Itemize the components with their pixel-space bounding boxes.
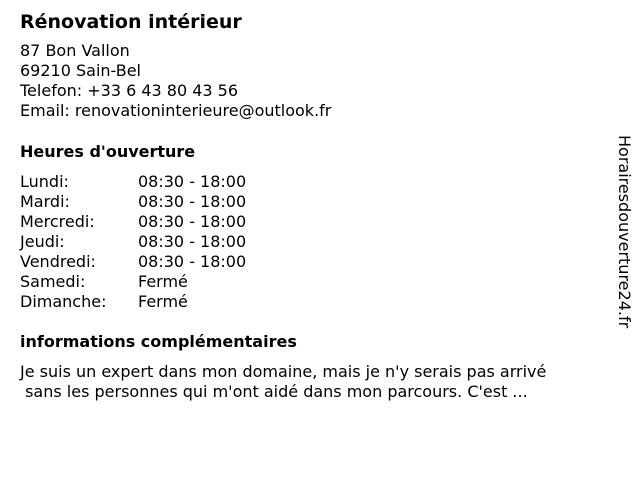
business-card: [20, 10, 610, 402]
address-city: 69210 Sain-Bel: [20, 61, 141, 80]
additional-info-line-1: Je suis un expert dans mon domaine, mais je n'y serais pas arrivé: [20, 362, 547, 381]
day-label: Samedi:: [20, 272, 86, 291]
day-label: Mardi:: [20, 192, 70, 211]
address-street: 87 Bon Vallon: [20, 41, 130, 60]
day-hours: Fermé: [138, 292, 188, 311]
business-name: Rénovation intérieur: [20, 11, 242, 33]
hours-row-saturday: [20, 272, 610, 292]
day-hours: 08:30 - 18:00: [138, 232, 247, 251]
day-label: Dimanche:: [20, 292, 107, 311]
additional-info-title: informations complémentaires: [20, 332, 297, 351]
day-hours: 08:30 - 18:00: [138, 252, 247, 271]
hours-row-friday: [20, 252, 610, 272]
day-hours: Fermé: [138, 272, 188, 291]
day-hours: 08:30 - 18:00: [138, 192, 247, 211]
day-label: Vendredi:: [20, 252, 96, 271]
hours-row-wednesday: [20, 212, 610, 232]
day-label: Mercredi:: [20, 212, 95, 231]
hours-row-monday: [20, 172, 610, 192]
hours-row-tuesday: [20, 192, 610, 212]
email-address: Email: renovationinterieure@outlook.fr: [20, 101, 332, 120]
additional-info-line-2: sans les personnes qui m'ont aidé dans mon parcours. C'est ...: [20, 382, 528, 401]
day-hours: 08:30 - 18:00: [138, 212, 247, 231]
hours-row-thursday: [20, 232, 610, 252]
day-label: Lundi:: [20, 172, 69, 191]
hours-row-sunday: [20, 292, 610, 312]
phone-number: Telefon: +33 6 43 80 43 56: [20, 81, 239, 100]
site-watermark: Horairesdouverture24.fr: [615, 135, 634, 329]
opening-hours-table: [20, 172, 610, 312]
day-label: Jeudi:: [20, 232, 65, 251]
day-hours: 08:30 - 18:00: [138, 172, 247, 191]
opening-hours-title: Heures d'ouverture: [20, 142, 196, 161]
